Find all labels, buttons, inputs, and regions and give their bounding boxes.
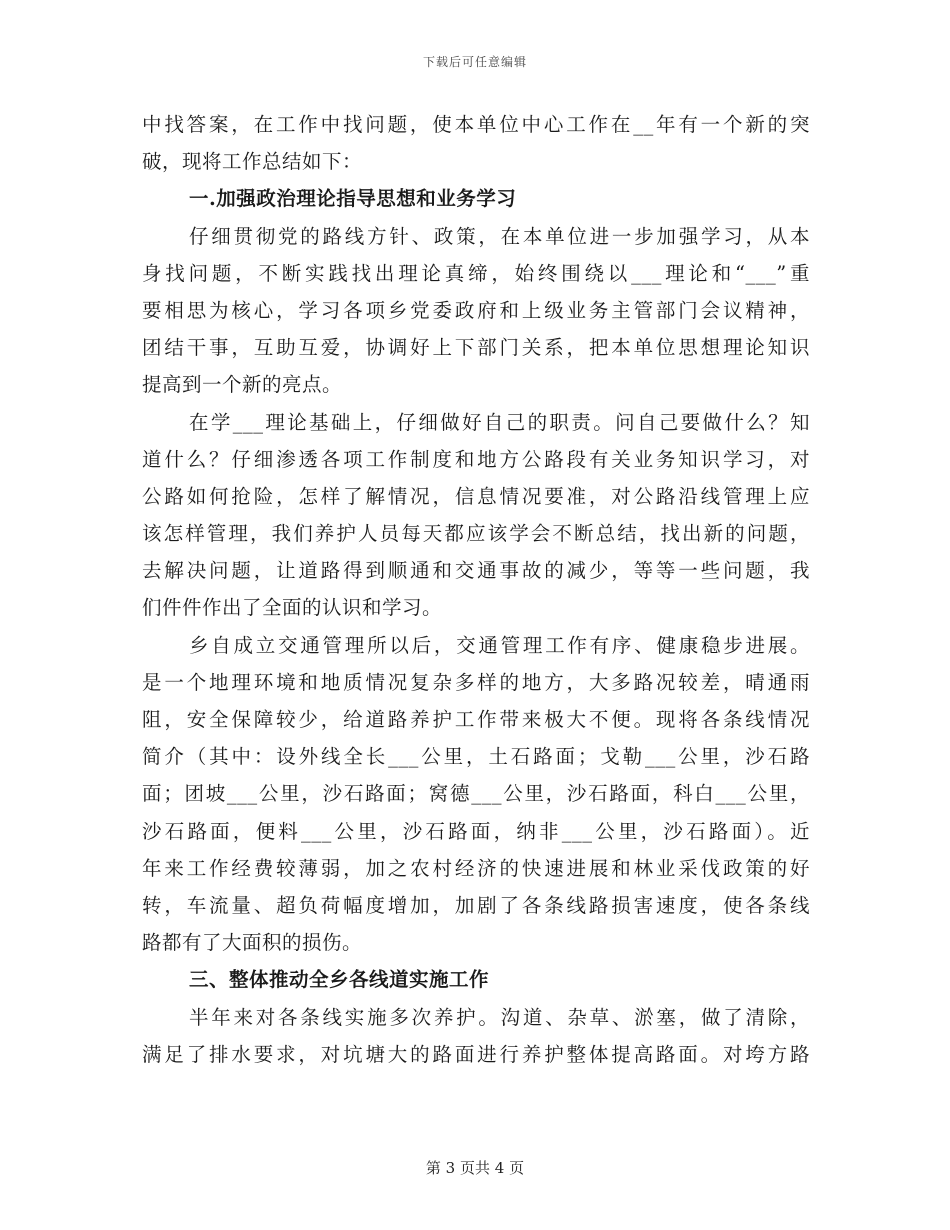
- text-line: 年来工作经费较薄弱，加之农村经济的快速进展和林业采伐政策的好: [142, 856, 810, 880]
- text-line: 简介（其中：设外线全长___公里，土石路面；戈勒___公里，沙石路: [142, 745, 810, 769]
- page-footer: 第 3 页共 4 页: [425, 1159, 525, 1177]
- text-line: 转，车流量、超负荷幅度增加，加剧了各条线路损害速度，使各条线: [142, 893, 810, 917]
- text-line: 路都有了大面积的损伤。: [142, 931, 363, 955]
- text-line: 在学___理论基础上，仔细做好自己的职责。问自己要做什么？知: [189, 410, 810, 434]
- text-line: 去解决问题，让道路得到顺通和交通事故的减少，等等一些问题，我: [142, 559, 810, 583]
- section-heading: 三、整体推动全乡各线道实施工作: [189, 968, 490, 992]
- text-line: 满足了排水要求，对坑塘大的路面进行养护整体提高路面。对垮方路: [142, 1042, 810, 1066]
- section-heading: 一.加强政治理论指导思想和业务学习: [189, 187, 517, 211]
- text-line: 是一个地理环境和地质情况复杂多样的地方，大多路况较差，晴通雨: [142, 670, 810, 694]
- text-line: 要相思为核心，学习各项乡党委政府和上级业务主管部门会议精神，: [142, 298, 810, 322]
- text-line: 团结干事，互助互爱，协调好上下部门关系，把本单位思想理论知识: [142, 336, 810, 360]
- text-line: 们件件作出了全面的认识和学习。: [142, 596, 443, 620]
- text-line: 半年来对各条线实施多次养护。沟道、杂草、淤塞，做了清除，: [189, 1005, 810, 1029]
- text-line: 阻，安全保障较少，给道路养护工作带来极大不便。现将各条线情况: [142, 708, 810, 731]
- text-line: 仔细贯彻党的路线方针、政策，在本单位进一步加强学习，从本: [189, 224, 810, 248]
- text-line: 道什么？仔细渗透各项工作制度和地方公路段有关业务知识学习，对: [142, 447, 810, 471]
- text-line: 身找问题，不断实践找出理论真缔，始终围绕以___理论和“___”重: [142, 261, 810, 285]
- document-body: [142, 106, 810, 1073]
- text-line: 提高到一个新的亮点。: [142, 373, 343, 397]
- page-header: 下载后可任意编辑: [422, 55, 527, 69]
- text-line: 乡自成立交通管理所以后，交通管理工作有序、健康稳步进展。: [189, 633, 810, 657]
- text-line: 中找答案，在工作中找问题，使本单位中心工作在__年有一个新的突: [142, 113, 810, 136]
- text-line: 该怎样管理，我们养护人员每天都应该学会不断总结，找出新的问题，: [142, 522, 810, 546]
- text-line: 公路如何抢险，怎样了解情况，信息情况要准，对公路沿线管理上应: [142, 484, 810, 508]
- text-line: 沙石路面，便料___公里，沙石路面，纳非___公里，沙石路面）。近: [142, 819, 810, 843]
- text-line: 破，现将工作总结如下：: [142, 150, 363, 174]
- text-line: 面；团坡___公里，沙石路面；窝德___公里，沙石路面，科白___公里，: [142, 782, 810, 806]
